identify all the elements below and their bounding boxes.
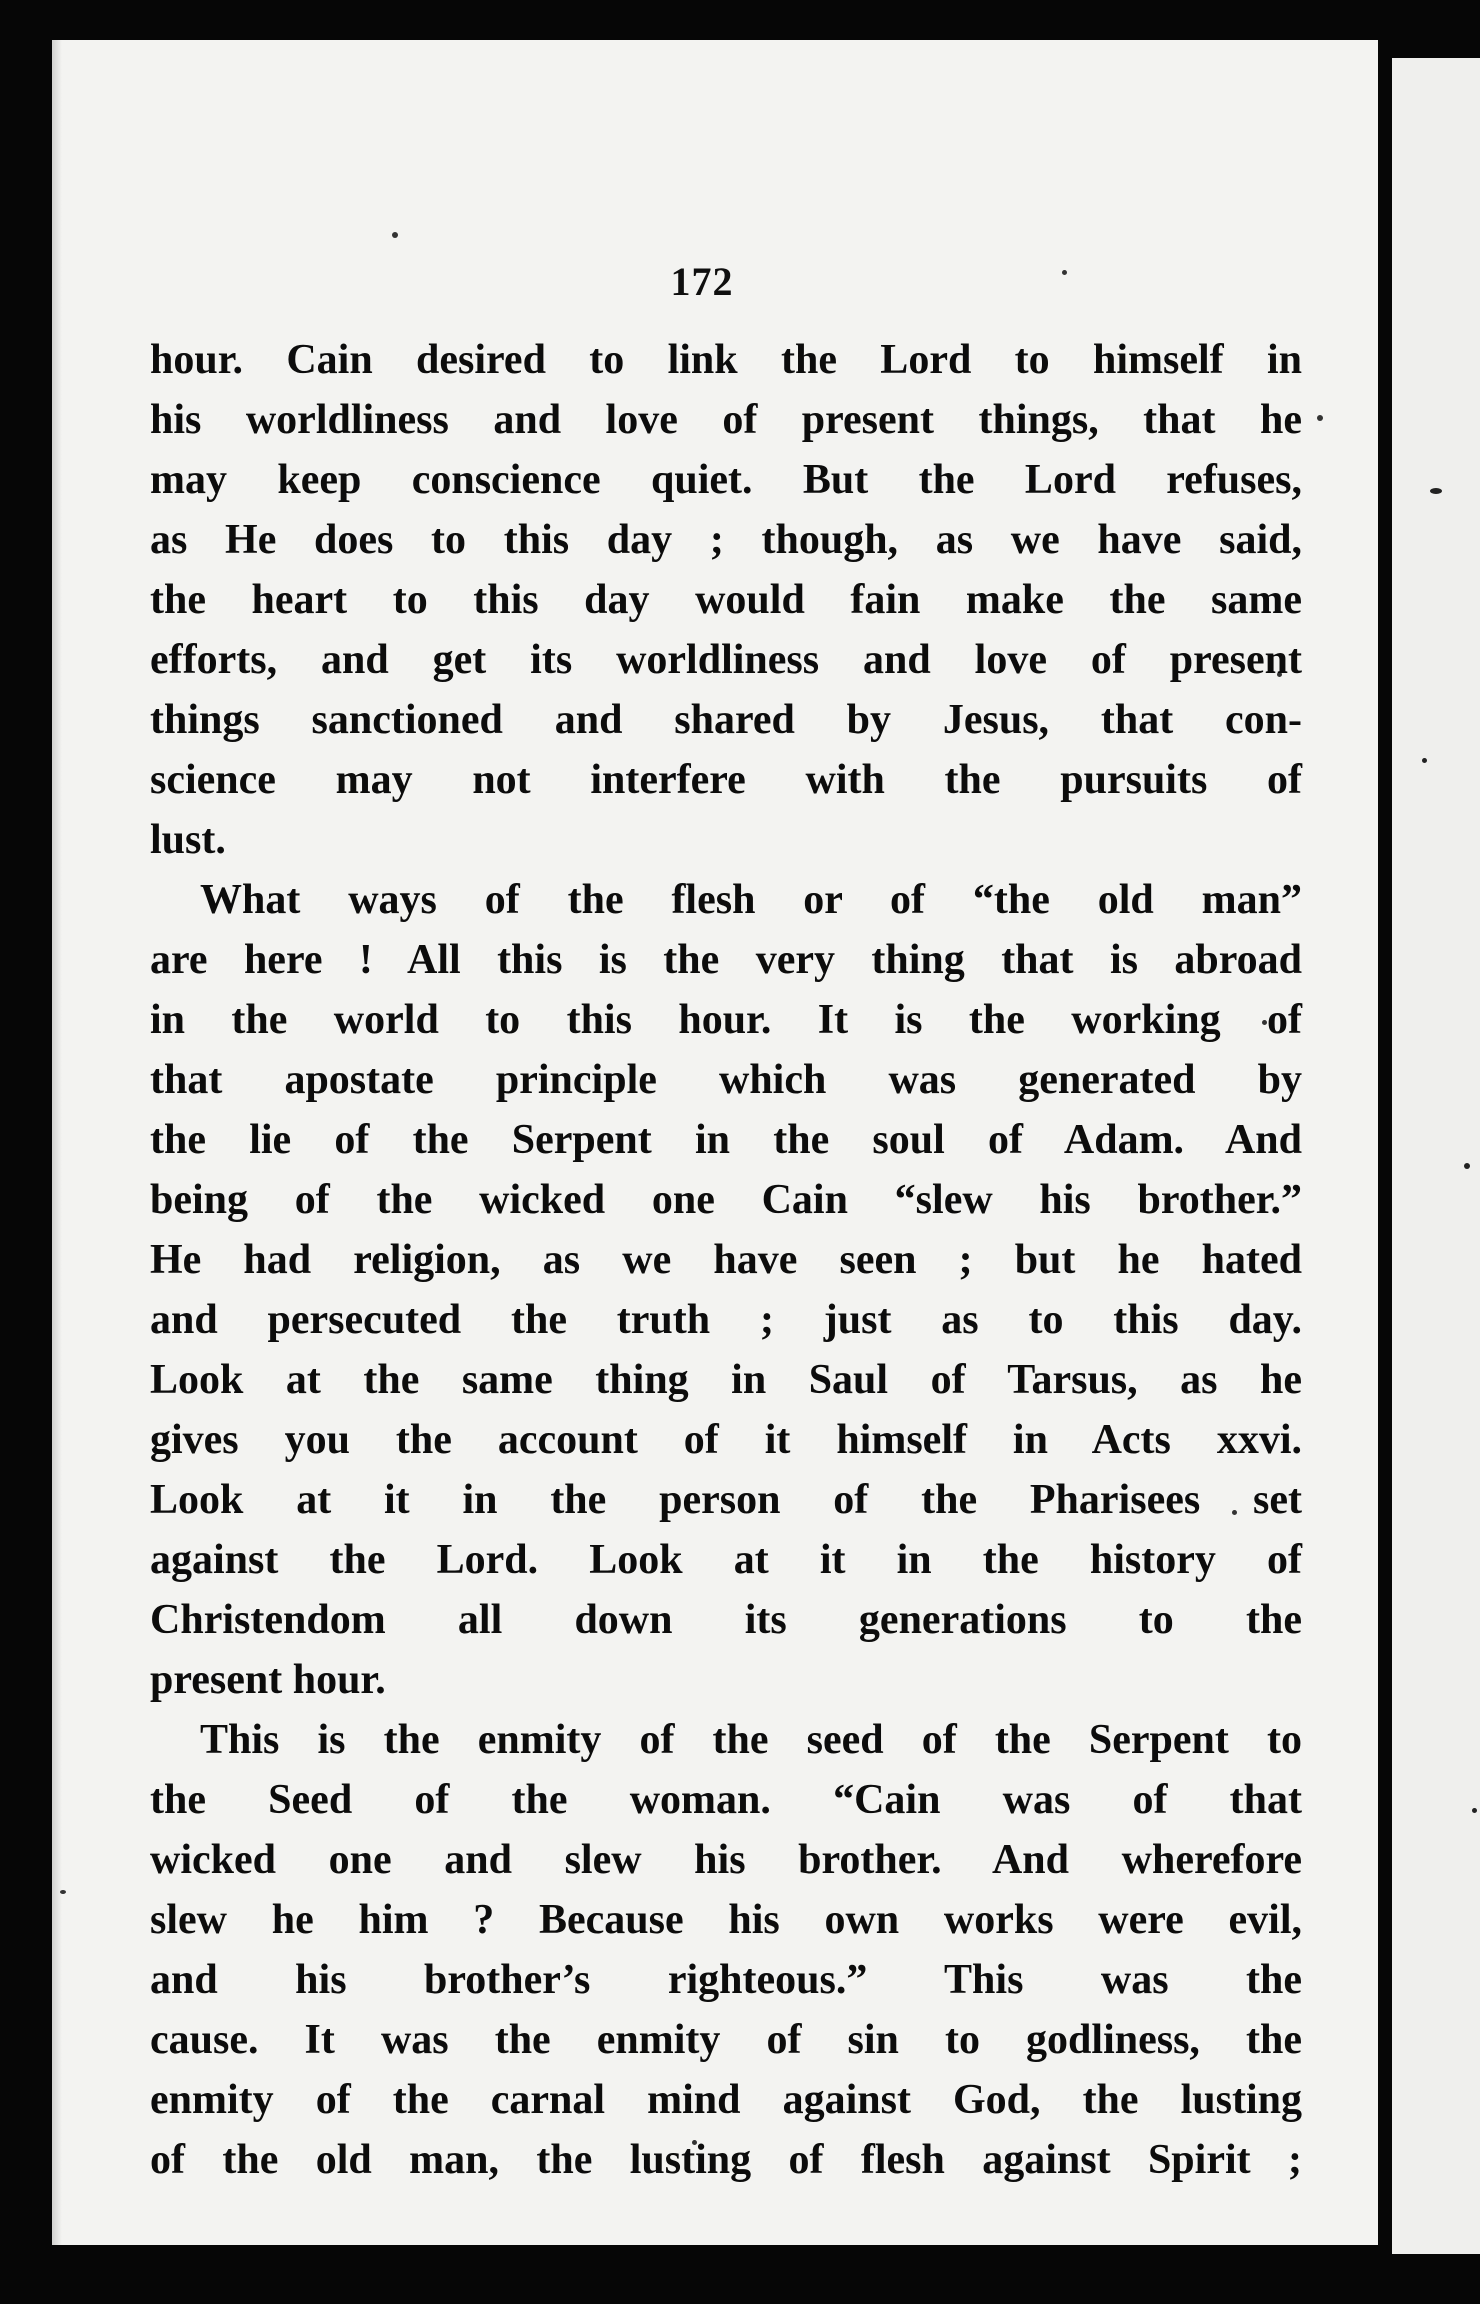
text-line: as He does to this day ; though, as we have said, [150, 517, 1302, 563]
text-line: gives you the account of it himself in Acts xxvi. [150, 1417, 1302, 1463]
text-line: present hour. [150, 1657, 386, 1703]
text-line: What ways of the flesh or of “the old man” [200, 877, 1302, 923]
text-line: Look at the same thing in Saul of Tarsus, as he [150, 1357, 1302, 1403]
ink-speck [1464, 1163, 1470, 1169]
paragraph [150, 870, 1302, 1710]
text-line: hour. Cain desired to link the Lord to himself in [150, 337, 1302, 383]
text-line: that apostate principle which was generated by [150, 1057, 1302, 1103]
text-line: the Seed of the woman. “Cain was of that [150, 1777, 1302, 1823]
text-line: slew he him ? Because his own works were evil, [150, 1897, 1302, 1943]
text-line: wicked one and slew his brother. And wherefore [150, 1837, 1302, 1883]
ink-speck [1317, 415, 1323, 421]
ink-speck [1430, 488, 1442, 494]
text-line: Look at it in the person of the Pharisees set [150, 1477, 1302, 1523]
text-line: in the world to this hour. It is the working of [150, 997, 1302, 1043]
text-line: cause. It was the enmity of sin to godliness, the [150, 2017, 1302, 2063]
book-page [52, 40, 1378, 2245]
text-line: the heart to this day would fain make the same [150, 577, 1302, 623]
text-line: science may not interfere with the pursuits of [150, 757, 1302, 803]
text-line: Christendom all down its generations to the [150, 1597, 1302, 1643]
text-line: may keep conscience quiet. But the Lord refuses, [150, 457, 1302, 503]
text-line: efforts, and get its worldliness and love of present [150, 637, 1302, 683]
text-line: This is the enmity of the seed of the Serpent to [200, 1717, 1302, 1763]
text-line: enmity of the carnal mind against God, the lusting [150, 2077, 1302, 2123]
text-line: against the Lord. Look at it in the history of [150, 1537, 1302, 1583]
text-line: and persecuted the truth ; just as to this day. [150, 1297, 1302, 1343]
page-number: 172 [670, 259, 734, 304]
paragraph [150, 330, 1302, 870]
ink-speck [60, 1890, 66, 1894]
ink-speck [1472, 1808, 1477, 1813]
ink-speck [1422, 758, 1427, 763]
body-text [150, 330, 1302, 2190]
facing-page-edge [1392, 58, 1480, 2254]
text-line: things sanctioned and shared by Jesus, that con- [150, 697, 1302, 743]
text-line: are here ! All this is the very thing that is abroad [150, 937, 1302, 983]
text-line: the lie of the Serpent in the soul of Adam. And [150, 1117, 1302, 1163]
ink-speck [392, 232, 398, 238]
text-line: He had religion, as we have seen ; but he hated [150, 1237, 1302, 1283]
text-line: and his brother’s righteous.” This was the [150, 1957, 1302, 2003]
text-line: lust. [150, 817, 226, 863]
text-line: his worldliness and love of present things, that he [150, 397, 1302, 443]
text-line: of the old man, the lusting of flesh against Spirit ; [150, 2137, 1302, 2183]
paragraph [150, 1710, 1302, 2190]
text-line: being of the wicked one Cain “slew his brother.” [150, 1177, 1302, 1223]
